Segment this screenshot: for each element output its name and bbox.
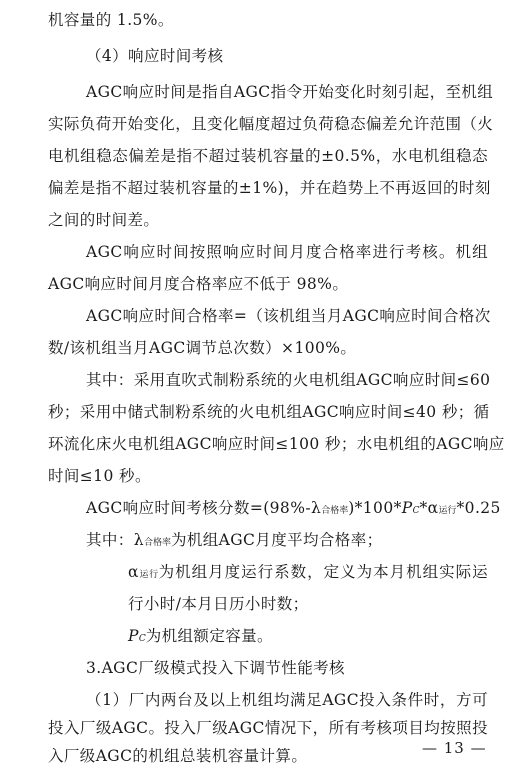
- definition-line: [128, 562, 488, 585]
- section-heading: 3.AGC厂级模式投入下调节性能考核: [86, 659, 345, 677]
- formula-text: *0.25: [456, 499, 501, 517]
- formula-variable: P: [401, 499, 413, 517]
- subscript: 运行: [438, 506, 457, 516]
- formula-text: AGC响应时间考核分数=(98%-λ: [86, 499, 322, 517]
- paragraph-line: 偏差是指不超过装机容量的±1%)，并在趋势上不再返回的时刻: [48, 179, 491, 197]
- paragraph-line: AGC响应时间是指自AGC指令开始变化时刻引起，至机组: [86, 83, 494, 101]
- paragraph-line: 时间≤10 秒。: [48, 467, 151, 485]
- paragraph-line: AGC响应时间按照响应时间月度合格率进行考核。机组: [86, 243, 488, 261]
- subscript: 运行: [138, 570, 159, 580]
- definition-line: 行小时/本月日历小时数；: [128, 595, 309, 613]
- paragraph-line: 实际负荷开始变化，且变化幅度超过负荷稳态偏差允许范围（火: [48, 115, 494, 133]
- definition-text: α: [128, 563, 139, 581]
- subscript: C: [412, 506, 420, 516]
- definition-line: [128, 626, 488, 649]
- section-heading: （4）响应时间考核: [86, 47, 224, 65]
- paragraph-line: 机容量的 1.5%。: [48, 11, 174, 29]
- subscript: C: [138, 634, 146, 644]
- paragraph-line: AGC响应时间合格率=（该机组当月AGC响应时间合格次: [86, 307, 491, 325]
- formula-variable: P: [128, 627, 139, 645]
- paragraph-line: 入厂级AGC的机组总装机容量计算。: [48, 747, 308, 765]
- paragraph-line: 环流化床火电机组AGC响应时间≤100 秒；水电机组的AGC响应: [48, 435, 505, 453]
- formula-text: )*100*: [348, 499, 402, 517]
- paragraph-line: 其中：采用直吹式制粉系统的火电机组AGC响应时间≤60: [86, 371, 491, 389]
- definition-text: 为机组AGC月度平均合格率；: [170, 531, 383, 549]
- definition-text: 为机组月度运行系数，定义为本月机组实际运: [158, 563, 488, 581]
- definition-text: 为机组额定容量。: [145, 627, 273, 645]
- definition-line: [86, 530, 488, 553]
- page-number: — 13 —: [422, 739, 487, 757]
- paragraph-line: 秒；采用中储式制粉系统的火电机组AGC响应时间≤40 秒；循: [48, 403, 490, 421]
- paragraph-line: 之间的时间差。: [48, 211, 160, 229]
- paragraph-line: AGC响应时间月度合格率应不低于 98%。: [48, 275, 349, 293]
- paragraph-line: （1）厂内两台及以上机组均满足AGC投入条件时，方可: [86, 691, 488, 709]
- subscript: 合格率: [143, 538, 171, 548]
- formula-line: [86, 498, 501, 521]
- subscript: 合格率: [321, 506, 349, 516]
- paragraph-line: 电机组稳态偏差是指不超过装机容量的±0.5%，水电机组稳态: [48, 147, 488, 165]
- paragraph-line: 投入厂级AGC。投入厂级AGC情况下，所有考核项目均按照投: [48, 719, 488, 737]
- formula-text: *α: [419, 499, 439, 517]
- definition-text: 其中：λ: [86, 531, 144, 549]
- paragraph-line: 数/该机组当月AGC调节总次数）×100%。: [48, 339, 357, 357]
